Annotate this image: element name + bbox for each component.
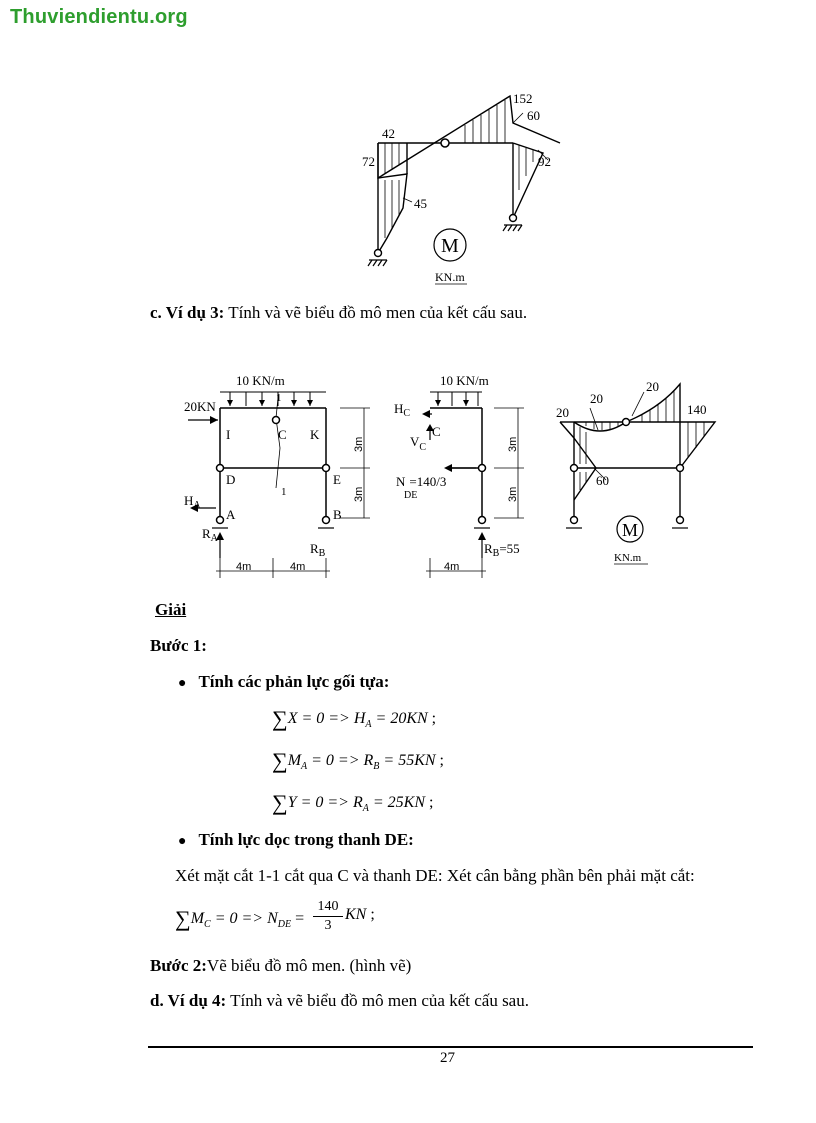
equation-sum-y: $\sum Y = 0 => R_A = 25KN$ ; bbox=[272, 790, 434, 815]
step-2-label: Bước 2: bbox=[150, 956, 207, 975]
m-value-92: 92 bbox=[538, 154, 551, 169]
nde-label: N =140/3 bbox=[396, 474, 447, 489]
load-label-2: 10 KN/m bbox=[440, 373, 489, 388]
c-label: C bbox=[432, 424, 441, 439]
section-explanation: Xét mặt cắt 1-1 cắt qua C và thanh DE: Xét cân bằng phần bên phải mặt cắt: bbox=[175, 866, 695, 885]
moment-diagram-figure-2 bbox=[550, 372, 725, 572]
dim-3m-3: 3m bbox=[507, 436, 519, 452]
moment-symbol-2: M bbox=[622, 520, 639, 540]
dim-4m-1: 4m bbox=[236, 561, 252, 573]
example-3-label: c. Ví dụ 3: bbox=[150, 303, 225, 322]
m4-value-60: 60 bbox=[596, 473, 609, 488]
m-value-45: 45 bbox=[414, 196, 427, 211]
m-value-42: 42 bbox=[382, 126, 395, 141]
node-e: E bbox=[333, 472, 341, 487]
rb-value-label: $R_B=55$ bbox=[484, 541, 520, 559]
ra-label: $R_A$ bbox=[202, 526, 218, 544]
step-1-heading: Bước 1: bbox=[150, 636, 207, 655]
structure-figure bbox=[178, 368, 388, 588]
vc-label: $V_C$ bbox=[410, 434, 427, 453]
step-2 bbox=[150, 956, 411, 976]
m4-value-20-c: 20 bbox=[646, 379, 659, 394]
node-i: I bbox=[226, 427, 231, 442]
dim-3m-1: 3m bbox=[353, 436, 365, 452]
page-number: 27 bbox=[440, 1050, 455, 1066]
moment-symbol: M bbox=[441, 235, 459, 257]
bullet-reactions: ● Tính các phản lực gối tựa: bbox=[178, 672, 390, 691]
bullet-reactions-text: Tính các phản lực gối tựa: bbox=[198, 672, 390, 691]
node-a: A bbox=[226, 507, 236, 522]
example-4-text: Tính và vẽ biểu đồ mô men của kết cấu sau. bbox=[226, 991, 529, 1010]
bullet-axial-force-text: Tính lực dọc trong thanh DE: bbox=[198, 830, 414, 849]
free-body-figure bbox=[390, 368, 540, 588]
dim-4m-3: 4m bbox=[444, 561, 460, 573]
unit-label: KN.m bbox=[435, 270, 465, 284]
ha-label: $H_A$ bbox=[184, 493, 201, 511]
m4-value-20-b: 20 bbox=[590, 391, 603, 406]
example-4-label: d. Ví dụ 4: bbox=[150, 991, 227, 1010]
hc-label: $H_C$ bbox=[394, 401, 411, 419]
m4-value-20-a: 20 bbox=[556, 405, 569, 420]
node-c: C bbox=[278, 427, 287, 442]
force-label: 20KN bbox=[184, 399, 216, 414]
example-4-heading bbox=[150, 991, 529, 1011]
dim-3m-2: 3m bbox=[353, 486, 365, 502]
node-b: B bbox=[333, 507, 342, 522]
rb-label: $R_B$ bbox=[310, 541, 326, 559]
m-value-152: 152 bbox=[513, 91, 533, 106]
m-value-72: 72 bbox=[362, 154, 375, 169]
m4-value-140: 140 bbox=[687, 402, 707, 417]
bullet-axial-force: ● Tính lực dọc trong thanh DE: bbox=[178, 830, 414, 849]
unit-label-2: KN.m bbox=[614, 552, 642, 564]
moment-diagram-figure-1 bbox=[355, 88, 570, 288]
section-label-top: 1 bbox=[276, 392, 282, 404]
dim-3m-4: 3m bbox=[507, 486, 519, 502]
equation-sum-x: $\sum X = 0 => H_A = 20KN$ ; bbox=[272, 706, 437, 731]
node-d: D bbox=[226, 472, 236, 487]
step-2-text: Vẽ biểu đồ mô men. (hình vẽ) bbox=[206, 956, 412, 975]
example-3-heading bbox=[150, 303, 527, 323]
example-3-text: Tính và vẽ biểu đồ mô men của kết cấu sau. bbox=[224, 303, 528, 322]
section-label-bottom: 1 bbox=[281, 486, 287, 498]
solution-title: Giải bbox=[155, 600, 187, 619]
equation-sum-ma: $\sum M_A = 0 => R_B = 55KN$ ; bbox=[272, 748, 444, 773]
load-label: 10 KN/m bbox=[236, 373, 285, 388]
footer-divider bbox=[148, 1046, 753, 1048]
site-logo[interactable]: Thuviendientu.org bbox=[10, 6, 188, 28]
nde-subscript: DE bbox=[404, 490, 418, 501]
node-k: K bbox=[310, 427, 320, 442]
m-value-60: 60 bbox=[527, 108, 540, 123]
dim-4m-2: 4m bbox=[290, 561, 306, 573]
